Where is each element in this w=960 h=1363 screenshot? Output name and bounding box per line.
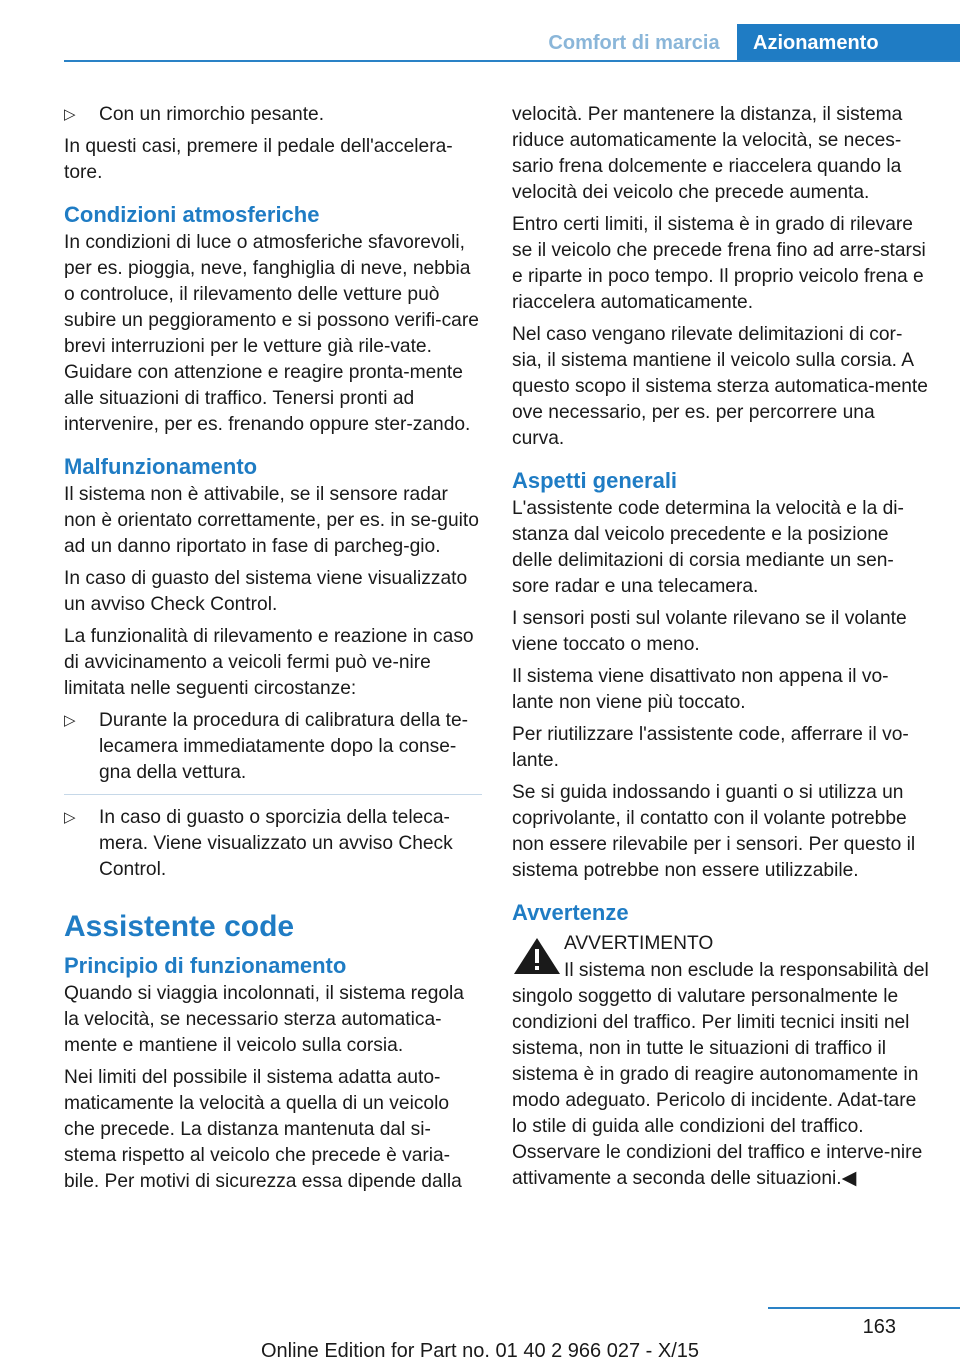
list-divider bbox=[64, 794, 482, 795]
left-column bbox=[64, 102, 482, 1201]
heading-conditions: Condizioni atmosferiche bbox=[64, 202, 320, 227]
paragraph: Il sistema non è attivabile, se il sensore radar non è orientato correttamente, per es. in se‐guito ad un danno riportato in fase di parcheg‐gio. bbox=[64, 484, 479, 557]
page-number: 163 bbox=[862, 1316, 896, 1338]
header-rule bbox=[64, 60, 960, 62]
heading-queue-assistant: Assistente code bbox=[64, 910, 295, 943]
header-section-tab: Comfort di marcia bbox=[548, 31, 720, 54]
list-item bbox=[64, 805, 482, 883]
heading-principle: Principio di funzionamento bbox=[64, 953, 347, 978]
heading-general: Aspetti generali bbox=[512, 468, 678, 493]
right-column bbox=[512, 102, 930, 1192]
triangle-bullet-icon: ▷ bbox=[64, 712, 76, 729]
edition-footer: Online Edition for Part no. 01 40 2 966 027 - X/15 bbox=[260, 1340, 700, 1362]
paragraph: In condizioni di luce o atmosferiche sfavorevoli, per es. pioggia, neve, fanghiglia di neve, nebbia o controluce, il rilevamento delle vetture può subire un peggioramento e si possono verifi‐care brevi interruzioni per le vetture già rile‐vate. Guidare con attenzione e reagire pronta‐mente alle situazioni di traffico. Tenersi pronti ad intervenire, per es. frenando oppure ster‐zando. bbox=[64, 232, 479, 435]
footer-rule bbox=[768, 1307, 960, 1309]
triangle-bullet-icon: ▷ bbox=[64, 106, 76, 123]
triangle-bullet-icon: ▷ bbox=[64, 809, 76, 826]
list-item-text: Con un rimorchio pesante. bbox=[99, 104, 325, 125]
header-chapter-tab: Azionamento bbox=[737, 24, 960, 62]
paragraph: Quando si viaggia incolonnati, il sistema regola la velocità, se necessario sterza automatica‐mente e mantiene il veicolo sulla corsia. bbox=[64, 983, 464, 1056]
warning-title: AVVERTIMENTO bbox=[564, 933, 714, 954]
list-item-text: In caso di guasto o sporcizia della teleca‐mera. Viene visualizzato un avviso Check Control. bbox=[99, 807, 453, 880]
paragraph: In questi casi, premere il pedale dell'accelera‐tore. bbox=[64, 136, 453, 183]
list-item bbox=[64, 102, 482, 128]
list-item-text: Durante la procedura di calibratura della te‐lecamera immediatamente dopo la conse‐gna della vettura. bbox=[99, 710, 469, 783]
paragraph: velocità. Per mantenere la distanza, il sistema riduce automaticamente la velocità, se neces‐sario frena dolcemente e riaccelera quando la velocità dei veicolo che precede aumenta. bbox=[512, 104, 903, 203]
heading-warnings: Avvertenze bbox=[512, 900, 629, 925]
paragraph: Se si guida indossando i guanti o si utilizza un coprivolante, il contatto con il volante potrebbe non essere rilevabile per i sensori. Per questo il sistema potrebbe non essere utilizzabile. bbox=[512, 782, 916, 881]
paragraph: Nel caso vengano rilevate delimitazioni di cor‐sia, il sistema mantiene il veicolo sulla corsia. A questo scopo il sistema sterza automatica‐mente ove necessario, per es. per percorrere una curva. bbox=[512, 324, 928, 449]
paragraph: Nei limiti del possibile il sistema adatta auto‐maticamente la velocità a quella di un veicolo che precede. La distanza mantenuta dal si‐stema rispetto al veicolo che precede è varia‐bile. Per motivi di sicurezza essa dipende dalla bbox=[64, 1067, 462, 1192]
paragraph: L'assistente code determina la velocità e la di‐stanza dal veicolo precedente e la posizione delle delimitazioni di corsia mediante un sen‐sore radar e una telecamera. bbox=[512, 498, 904, 597]
paragraph: Il sistema viene disattivato non appena il vo‐lante non viene più toccato. bbox=[512, 666, 889, 713]
paragraph: Per riutilizzare l'assistente code, afferrare il vo‐lante. bbox=[512, 724, 909, 771]
warning-text: Il sistema non esclude la responsabilità del singolo soggetto di valutare personalmente le condizioni del traffico. Per limiti tecnici insiti nel sistema, non in tutte le situazioni di traffico il sistema è in grado di reagire autonomamente in modo adeguato. Pericolo di incidente. Adat‐tare lo stile di guida alle condizioni del traffico. Osservare le condizioni del traffico e interve‐nire attivamente a seconda delle situazioni.◀ bbox=[512, 960, 929, 1189]
heading-malfunction: Malfunzionamento bbox=[64, 454, 258, 479]
paragraph: La funzionalità di rilevamento e reazione in caso di avvicinamento a veicoli fermi può ve‐nire limitata nelle seguenti circostanze: bbox=[64, 626, 474, 699]
paragraph: I sensori posti sul volante rilevano se il volante viene toccato o meno. bbox=[512, 608, 907, 655]
paragraph: Entro certi limiti, il sistema è in grado di rilevare se il veicolo che precede frena fino ad arre‐starsi e riparte in poco tempo. Il proprio veicolo frena e riaccelera automaticamente. bbox=[512, 214, 926, 313]
list-item bbox=[64, 708, 482, 786]
warning-triangle-icon bbox=[512, 936, 562, 976]
paragraph: In caso di guasto del sistema viene visualizzato un avviso Check Control. bbox=[64, 568, 468, 615]
